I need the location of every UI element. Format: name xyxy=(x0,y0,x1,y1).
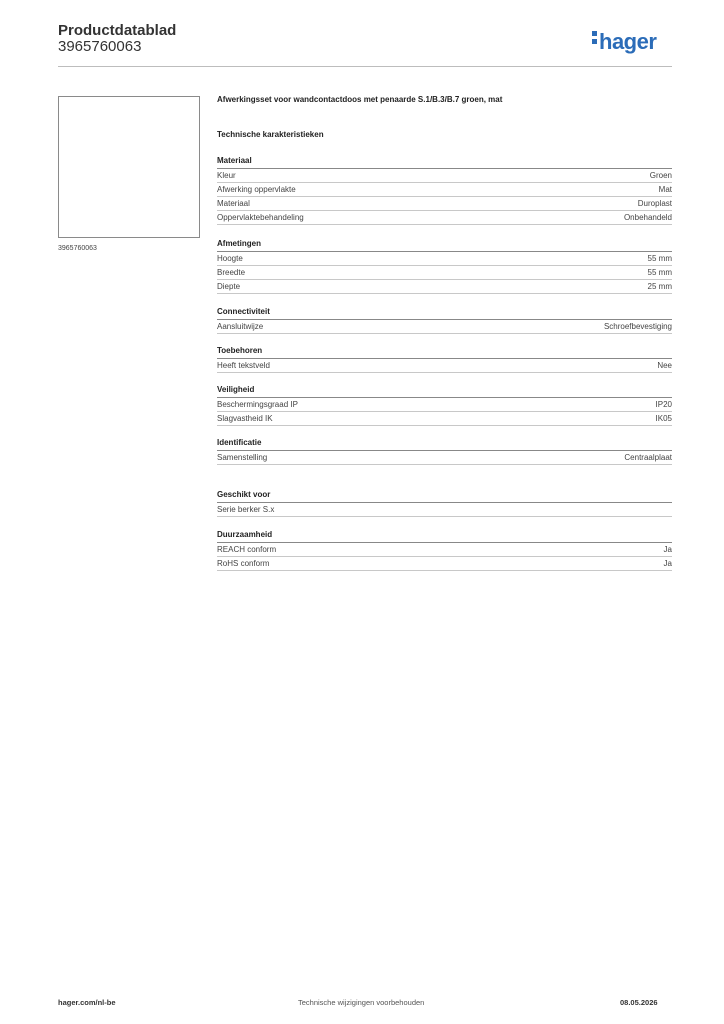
spec-value: 55 mm xyxy=(647,254,672,263)
spec-label: Kleur xyxy=(217,171,236,180)
spec-section xyxy=(217,489,672,517)
spec-label: Diepte xyxy=(217,282,241,291)
product-code: 3965760063 xyxy=(58,38,142,55)
spec-value: IP20 xyxy=(655,400,672,409)
spec-row xyxy=(217,451,672,465)
spec-row xyxy=(217,280,672,294)
spec-value: Groen xyxy=(649,171,672,180)
spec-value: 55 mm xyxy=(647,268,672,277)
spec-value: Centraalplaat xyxy=(624,453,672,462)
spec-label: Aansluitwijze xyxy=(217,322,264,331)
spec-row xyxy=(217,398,672,412)
spec-label: Serie berker S.x xyxy=(217,505,275,514)
spec-value: Nee xyxy=(657,361,672,370)
spec-section-title: Geschikt voor xyxy=(217,490,271,499)
footer-date: 08.05.2026 xyxy=(620,998,658,1007)
spec-label: Afwerking oppervlakte xyxy=(217,185,296,194)
logo-dots-icon xyxy=(592,28,597,47)
product-image-placeholder xyxy=(58,96,200,238)
spec-row xyxy=(217,252,672,266)
spec-label: Beschermingsgraad IP xyxy=(217,400,298,409)
spec-value: Schroefbevestiging xyxy=(603,322,672,331)
spec-label: Hoogte xyxy=(217,254,243,263)
spec-value: Ja xyxy=(663,559,672,568)
product-description: Afwerkingsset voor wandcontactdoos met penaarde S.1/B.3/B.7 groen, mat xyxy=(217,95,503,104)
spec-value: Mat xyxy=(658,185,672,194)
brand-logo xyxy=(592,29,656,55)
spec-section-title: Afmetingen xyxy=(217,239,261,248)
image-caption: 3965760063 xyxy=(58,245,97,252)
spec-section xyxy=(217,529,672,571)
logo-text: hager xyxy=(599,29,657,54)
spec-label: Oppervlaktebehandeling xyxy=(217,213,304,222)
spec-value: Ja xyxy=(663,545,672,554)
spec-label: Heeft tekstveld xyxy=(217,361,270,370)
spec-label: Slagvastheid IK xyxy=(217,414,273,423)
spec-section-title: Materiaal xyxy=(217,156,252,165)
spec-section xyxy=(217,437,672,465)
page-title: Productdatablad xyxy=(58,22,177,39)
spec-row xyxy=(217,320,672,334)
spec-label: REACH conform xyxy=(217,545,277,554)
spec-label: RoHS conform xyxy=(217,559,270,568)
spec-section xyxy=(217,238,672,294)
spec-section-title: Connectiviteit xyxy=(217,307,270,316)
spec-label: Materiaal xyxy=(217,199,250,208)
spec-section xyxy=(217,345,672,373)
spec-value: Duroplast xyxy=(637,199,672,208)
spec-section xyxy=(217,155,672,225)
spec-row xyxy=(217,266,672,280)
spec-row xyxy=(217,412,672,426)
spec-row xyxy=(217,169,672,183)
spec-section xyxy=(217,384,672,426)
spec-row xyxy=(217,503,672,517)
header-divider xyxy=(58,66,672,67)
spec-value: Onbehandeld xyxy=(623,213,672,222)
spec-row xyxy=(217,211,672,225)
spec-section xyxy=(217,306,672,334)
spec-row xyxy=(217,183,672,197)
spec-row xyxy=(217,197,672,211)
spec-section-title: Toebehoren xyxy=(217,346,263,355)
footer-website[interactable]: hager.com/nl-be xyxy=(58,998,116,1007)
spec-section-title: Veiligheid xyxy=(217,385,255,394)
section-heading: Technische karakteristieken xyxy=(217,130,324,139)
spec-row xyxy=(217,543,672,557)
spec-label: Samenstelling xyxy=(217,453,268,462)
footer-notice: Technische wijzigingen voorbehouden xyxy=(298,998,425,1007)
spec-value: 25 mm xyxy=(647,282,672,291)
spec-row xyxy=(217,557,672,571)
spec-section-title: Duurzaamheid xyxy=(217,530,273,539)
spec-label: Breedte xyxy=(217,268,246,277)
spec-section-title: Identificatie xyxy=(217,438,262,447)
spec-value: IK05 xyxy=(655,414,672,423)
spec-row xyxy=(217,359,672,373)
